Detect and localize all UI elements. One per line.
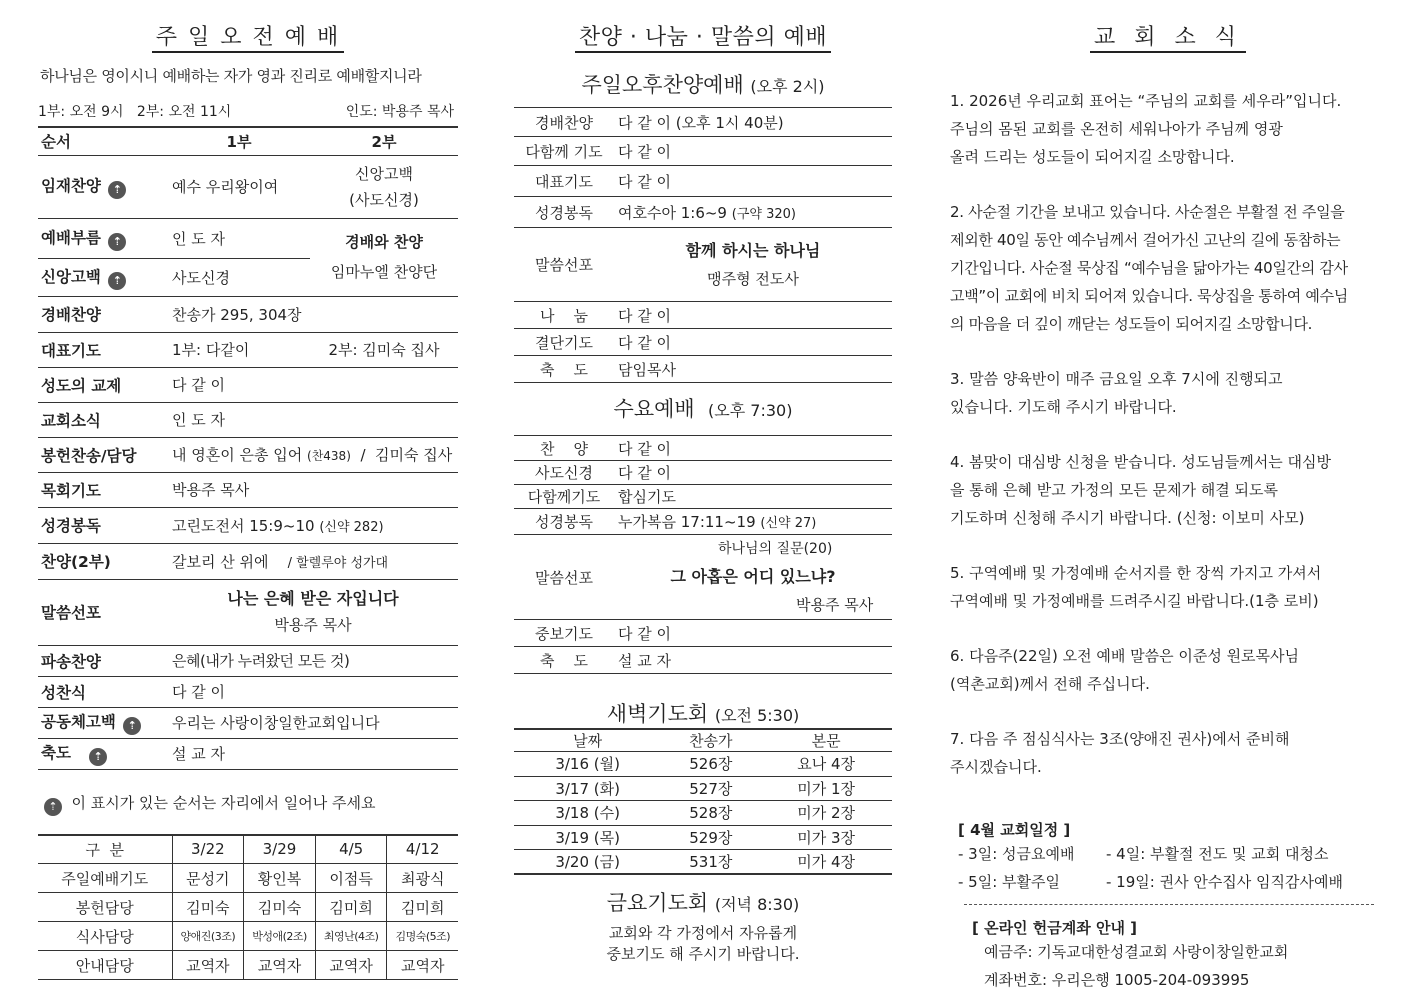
table-row: [38, 835, 458, 864]
hymn-number: (찬438): [307, 449, 351, 463]
table-row: [514, 166, 892, 197]
dawn-header: 날짜: [514, 729, 661, 752]
dawn-prayer-heading: 새벽기도회 (오전 5:30): [606, 702, 800, 726]
duty-cell: 김명숙(5조): [387, 922, 458, 951]
dawn-prayer-time: (오전 5:30): [714, 706, 800, 725]
duty-cell: 김미희: [387, 893, 458, 922]
news-list: [948, 87, 1388, 781]
service-info: [38, 101, 458, 121]
scripture-reading: 고린도전서 15:9~10: [172, 516, 315, 535]
table-row: [38, 218, 458, 258]
dashed-divider: [964, 904, 1374, 905]
duty-role: 주일예배기도: [38, 864, 172, 893]
table-row: [38, 472, 458, 507]
wednesday-service-time: (오후 7:30): [708, 401, 793, 420]
preacher: 맹주형 전도사: [707, 269, 799, 288]
order-label: 다함께기도: [514, 485, 614, 509]
news-item: 2. 사순절 기간을 보내고 있습니다. 사순절은 부활절 전 주일을 제외한 40일 동안 예수님께서 걸어가신 고난의 길에 동참하는 기간입니다. 사순절 묵상집 “예수님을 닮아가는 40일간의 감사 고백”이 교회에 비치 되어져 있습니다. 묵상집을 통하여 예수님 의 마음을 더 깊이 깨닫는 성도들이 되어지길 소망합니다.: [950, 203, 1348, 333]
order-label: 임재찬양: [41, 177, 101, 195]
duty-roster-table: [38, 834, 458, 981]
dawn-hymn: 526장: [661, 752, 760, 777]
order-value: 다 같 이: [614, 329, 892, 356]
table-row: [38, 507, 458, 543]
table-row: [514, 329, 892, 356]
order-label: 성경봉독: [514, 197, 614, 228]
table-row: [38, 296, 458, 332]
april-schedule-title: [ 4월 교회일정 ]: [958, 821, 1071, 839]
news-item: 1. 2026년 우리교회 표어는 “주님의 교회를 세우라”입니다. 주님의 몸된 교회를 온전히 세워나아가 주님께 영광 올려 드리는 성도들이 되어지길 소망합니다.: [950, 92, 1342, 166]
morning-service-column: [38, 0, 458, 980]
choir-name: / 할렐루야 성가대: [287, 555, 389, 571]
dawn-text: 미가 2장: [760, 801, 892, 826]
friday-line: 교회와 각 가정에서 자유롭게: [608, 924, 798, 942]
news-title: 교 회 소 식: [948, 20, 1388, 51]
table-row: [514, 509, 892, 535]
schedule-row: - 5일: 부활주일 - 19일: 권사 안수집사 임직감사예배: [958, 873, 1343, 891]
account-title: [ 온라인 헌금계좌 안내 ]: [972, 919, 1138, 937]
order-label: 축 도: [514, 356, 614, 383]
order-label: 말씀선포: [38, 579, 168, 645]
order-value: 담임목사: [614, 356, 892, 383]
dawn-text: 미가 1장: [760, 776, 892, 801]
duty-cell: 박성애(2조): [244, 922, 316, 951]
scripture-page: (신약 282): [319, 519, 384, 535]
order-of-service-table: [38, 126, 458, 770]
order-value: 1부: 다같이: [168, 332, 310, 367]
dawn-prayer-table: [514, 728, 892, 875]
order-label: 봉헌찬송/담당: [38, 437, 168, 472]
table-row: [38, 676, 458, 707]
separator: /: [360, 446, 366, 464]
morning-title: 주 일 오 전 예 배: [38, 20, 458, 51]
dawn-date: 3/16 (월): [514, 752, 661, 777]
order-label: 중보기도: [514, 620, 614, 647]
second-service-header: 2부: [310, 127, 458, 155]
order-label: 목회기도: [38, 472, 168, 507]
table-row: [38, 579, 458, 645]
duty-header: 3/29: [244, 835, 316, 864]
stand-up-icon: ⇡: [108, 233, 126, 251]
order-value: 다 같 이: [614, 436, 892, 461]
dawn-hymn: 531장: [661, 850, 760, 875]
table-row: [514, 850, 892, 875]
order-value: 다 같 이 (오후 1시 40분): [614, 108, 892, 137]
praise-service-heading: 주일오후찬양예배 (오후 2시): [581, 73, 825, 97]
order-label: 말씀선포: [514, 535, 614, 620]
schedule-row: - 3일: 성금요예배 - 4일: 부활절 전도 및 교회 대청소: [958, 845, 1329, 863]
order-value: 인 도 자: [168, 218, 310, 258]
table-row: [38, 864, 458, 893]
duty-cell: 황인복: [244, 864, 316, 893]
service-leader: 인도: 박용주 목사: [345, 104, 454, 120]
dawn-text: 요나 4장: [760, 752, 892, 777]
table-row: [514, 620, 892, 647]
order-value: 예수 우리왕이여: [168, 155, 310, 218]
table-row: [514, 752, 892, 777]
order-value: 합심기도: [614, 485, 892, 509]
duty-cell: 문성기: [172, 864, 244, 893]
table-row: [514, 137, 892, 166]
table-row: [514, 535, 892, 620]
table-row: [514, 647, 892, 674]
choir-song: 갈보리 산 위에: [172, 552, 269, 571]
order-label: 찬양(2부): [38, 543, 168, 579]
news-item: 5. 구역예배 및 가정예배 순서지를 한 장씩 가지고 가셔서 구역예배 및 가정예배를 드려주시길 바랍니다.(1층 로비): [950, 564, 1322, 610]
news-item: 3. 말씀 양육반이 매주 금요일 오후 7시에 진행되고 있습니다. 기도해 주시기 바랍니다.: [950, 370, 1283, 416]
dawn-date: 3/19 (목): [514, 825, 661, 850]
service-times: 1부: 오전 9시 2부: 오전 11시: [38, 104, 232, 120]
scripture-verse: 하나님은 영이시니 예배하는 자가 영과 진리로 예배할지니라: [40, 67, 422, 85]
news-item: 7. 다음 주 점심식사는 3조(양애진 권사)에서 준비해 주시겠습니다.: [950, 730, 1290, 776]
praise-team-name: 임마누엘 찬양단: [330, 263, 438, 281]
order-label: 찬 양: [514, 436, 614, 461]
praise-worship-label: 경배와 찬양: [345, 233, 423, 251]
first-service-header: 1부: [168, 127, 310, 155]
duty-header: 구 분: [38, 835, 172, 864]
order-label: 성찬식: [38, 676, 168, 707]
wednesday-service-heading: 수요예배 (오후 7:30): [613, 397, 793, 421]
table-row: [38, 645, 458, 676]
order-value: 찬송가 295, 304장: [168, 296, 458, 332]
duty-cell: 김미숙: [244, 893, 316, 922]
order-label: 다함께 기도: [514, 137, 614, 166]
table-row: [38, 543, 458, 579]
table-row: [38, 951, 458, 980]
table-row: [514, 801, 892, 826]
dawn-hymn: 527장: [661, 776, 760, 801]
preacher: 박용주 목사: [796, 596, 874, 614]
scripture-page: (구약 320): [731, 206, 796, 222]
table-row: [514, 485, 892, 509]
dawn-date: 3/18 (수): [514, 801, 661, 826]
order-value: (사도신경): [349, 190, 419, 209]
duty-cell: 김미숙: [172, 893, 244, 922]
duty-role: 식사담당: [38, 922, 172, 951]
table-row: [38, 738, 458, 769]
dawn-hymn: 528장: [661, 801, 760, 826]
duty-cell: 최영난(4조): [315, 922, 387, 951]
order-label: 나 눔: [514, 302, 614, 329]
table-row: [514, 302, 892, 329]
table-row: [514, 436, 892, 461]
offering-hymn: 내 영혼이 은총 입어: [172, 446, 303, 464]
friday-line: 중보기도 해 주시기 바랍니다.: [606, 945, 800, 963]
church-news-column: [948, 0, 1388, 992]
stand-up-icon: ⇡: [108, 272, 126, 290]
praise-service-time: (오후 2시): [750, 77, 825, 96]
table-row: [514, 197, 892, 228]
duty-header: 4/5: [315, 835, 387, 864]
scripture-page: (신약 27): [760, 516, 817, 531]
stand-up-note: ⇡ 이 표시가 있는 순서는 자리에서 일어나 주세요: [42, 792, 458, 816]
stand-up-icon: ⇡: [44, 798, 62, 816]
sermon-title: 함께 하시는 하나님: [685, 240, 821, 260]
table-row: [514, 825, 892, 850]
duty-cell: 교역자: [244, 951, 316, 980]
order-value: 다 같 이: [614, 620, 892, 647]
table-row: [38, 893, 458, 922]
afternoon-title: 찬양 · 나눔 · 말씀의 예배: [514, 20, 892, 51]
order-label: 대표기도: [38, 332, 168, 367]
table-row: [514, 461, 892, 485]
duty-cell: 교역자: [387, 951, 458, 980]
preacher: 박용주 목사: [274, 616, 352, 634]
order-value: 박용주 목사: [168, 472, 458, 507]
friday-prayer-text: [514, 923, 892, 965]
dawn-header: 본문: [760, 729, 892, 752]
duty-cell: 양애진(3조): [172, 922, 244, 951]
order-value: 다 같 이: [614, 461, 892, 485]
duty-cell: 김미희: [315, 893, 387, 922]
dawn-date: 3/17 (화): [514, 776, 661, 801]
order-value: 신앙고백: [355, 164, 413, 183]
duty-cell: 교역자: [315, 951, 387, 980]
dawn-date: 3/20 (금): [514, 850, 661, 875]
order-value: 다 같 이: [614, 137, 892, 166]
order-value: 설 교 자: [168, 738, 458, 769]
duty-role: 봉헌담당: [38, 893, 172, 922]
duty-header: 4/12: [387, 835, 458, 864]
wednesday-service-table: [514, 435, 892, 674]
table-row: [514, 776, 892, 801]
sermon-series: 하나님의 질문(20): [718, 541, 833, 557]
dawn-header: 찬송가: [661, 729, 760, 752]
stand-up-icon: ⇡: [108, 181, 126, 199]
table-row: [38, 437, 458, 472]
order-label: 성경봉독: [38, 507, 168, 543]
order-value: 인 도 자: [168, 402, 458, 437]
news-item: 6. 다음주(22일) 오전 예배 말씀은 이준성 원로목사님 (역촌교회)께서 전해 주십니다.: [950, 647, 1300, 693]
duty-cell: 최광식: [387, 864, 458, 893]
account-holder: 예금주: 기독교대한성결교회 사랑이창일한교회: [984, 943, 1289, 961]
account-number: 계좌번호: 우리은행 1005-204-093995: [984, 971, 1250, 989]
order-value: 다 같 이: [614, 302, 892, 329]
order-label: 축 도: [514, 647, 614, 674]
order-label: 예배부름: [41, 228, 101, 247]
stand-up-icon: ⇡: [123, 717, 141, 735]
table-row: [38, 332, 458, 367]
table-row: [514, 356, 892, 383]
duty-header: 3/22: [172, 835, 244, 864]
table-row: [38, 127, 458, 155]
table-row: [38, 155, 458, 218]
order-value: 사도신경: [168, 258, 310, 296]
table-row: [38, 922, 458, 951]
sermon-title: 그 아홉은 어디 있느냐?: [670, 567, 836, 586]
friday-prayer-heading: 금요기도회 (저녁 8:30): [606, 891, 800, 915]
order-label: 축도: [41, 744, 71, 762]
order-label: 경배찬양: [38, 296, 168, 332]
sermon-title: 나는 은혜 받은 자입니다: [227, 589, 399, 608]
order-label: 교회소식: [38, 402, 168, 437]
order-label: 신앙고백: [41, 267, 101, 286]
dawn-text: 미가 3장: [760, 825, 892, 850]
table-row: [38, 707, 458, 738]
table-row: [514, 228, 892, 302]
duty-cell: 교역자: [172, 951, 244, 980]
duty-cell: 이점득: [315, 864, 387, 893]
order-header: 순서: [38, 127, 168, 155]
news-item: 4. 봄맞이 대심방 신청을 받습니다. 성도님들께서는 대심방 을 통해 은혜 받고 가정의 모든 문제가 해결 되도록 기도하며 신청해 주시기 바랍니다. (신청: 이보미 사모): [950, 453, 1331, 527]
order-value: 우리는 사랑이창일한교회입니다: [168, 707, 458, 738]
duty-role: 안내담당: [38, 951, 172, 980]
order-value: 다 같 이: [168, 676, 458, 707]
order-label: 경배찬양: [514, 108, 614, 137]
praise-service-table: [514, 107, 892, 383]
order-label: 말씀선포: [514, 228, 614, 302]
order-label: 공동체고백: [41, 713, 116, 731]
friday-prayer-time: (저녁 8:30): [714, 895, 800, 914]
order-value: 설 교 자: [614, 647, 892, 674]
order-value: 2부: 김미숙 집사: [310, 332, 458, 367]
order-label: 성도의 교제: [38, 367, 168, 402]
table-row: [38, 367, 458, 402]
table-row: [514, 108, 892, 137]
order-label: 대표기도: [514, 166, 614, 197]
dawn-text: 미가 4장: [760, 850, 892, 875]
dawn-hymn: 529장: [661, 825, 760, 850]
table-row: [38, 402, 458, 437]
order-label: 성경봉독: [514, 509, 614, 535]
offering-person: 김미숙 집사: [375, 446, 453, 464]
stand-up-icon: ⇡: [89, 748, 107, 766]
afternoon-service-column: [514, 0, 892, 965]
table-row: [514, 729, 892, 752]
order-label: 결단기도: [514, 329, 614, 356]
scripture-reading: 여호수아 1:6~9: [618, 203, 727, 222]
scripture-reading: 누가복음 17:11~19: [618, 513, 756, 531]
order-value: 다 같 이: [614, 166, 892, 197]
order-label: 사도신경: [514, 461, 614, 485]
order-value: 은혜(내가 누려왔던 모든 것): [168, 645, 458, 676]
order-value: 다 같 이: [168, 367, 458, 402]
order-label: 파송찬양: [38, 645, 168, 676]
